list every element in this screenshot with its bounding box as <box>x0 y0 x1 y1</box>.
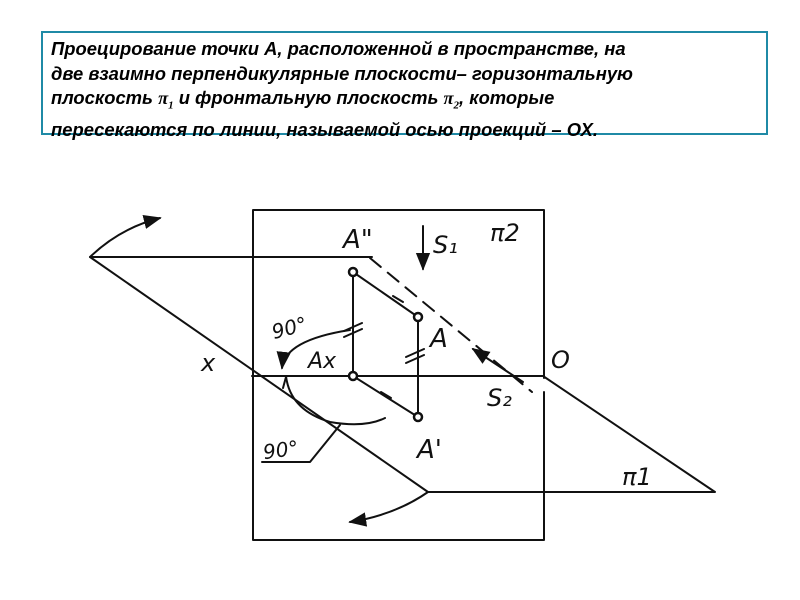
pi2-symbol: $\pi_2$ <box>443 88 460 112</box>
caption-line-3-part-b: и фронтальную плоскость <box>173 87 444 108</box>
point-a-horizontal-projection <box>414 413 422 421</box>
caption-line-3-part-c: , которые <box>459 87 555 108</box>
label-a-horizontal: A' <box>417 435 442 465</box>
caption-line-4: пересекаются по линии, называемой осью проекций – ОХ. <box>51 119 598 141</box>
point-a-front-projection <box>349 268 357 276</box>
caption-line-1: Проецирование точки А, расположенной в пространстве, на <box>51 38 626 59</box>
point-a <box>414 313 422 321</box>
label-point-a: A <box>430 324 448 354</box>
label-pi2: π2 <box>490 219 520 247</box>
label-origin: O <box>551 346 570 374</box>
arrow-s2 <box>473 349 523 382</box>
caption-line-3-part-a: плоскость <box>51 87 159 108</box>
label-angle-top: 90° <box>269 311 310 344</box>
rotation-arc-bottom <box>350 492 428 522</box>
point-ax <box>349 372 357 380</box>
rotation-arc-lower <box>286 376 385 424</box>
rotation-arc-lower-start <box>283 377 286 388</box>
rotation-arc-top <box>90 218 160 257</box>
label-ax: Ax <box>308 349 337 374</box>
label-s1: S₁ <box>433 231 458 259</box>
label-a-front: A" <box>343 225 373 255</box>
label-pi1: π1 <box>622 463 652 491</box>
label-x-axis: x <box>201 349 216 377</box>
line-ax-a1 <box>353 376 418 417</box>
label-s2: S₂ <box>487 384 512 412</box>
line-a2-a <box>353 272 418 317</box>
tick-marks <box>344 296 424 398</box>
caption-line-2: две взаимно перпендикулярные плоскости– горизонтальную <box>51 62 633 84</box>
label-angle-bottom: 90° <box>261 435 300 465</box>
pi1-symbol: $\pi_1$ <box>158 88 174 112</box>
horizontal-plane-pi1 <box>90 257 715 492</box>
